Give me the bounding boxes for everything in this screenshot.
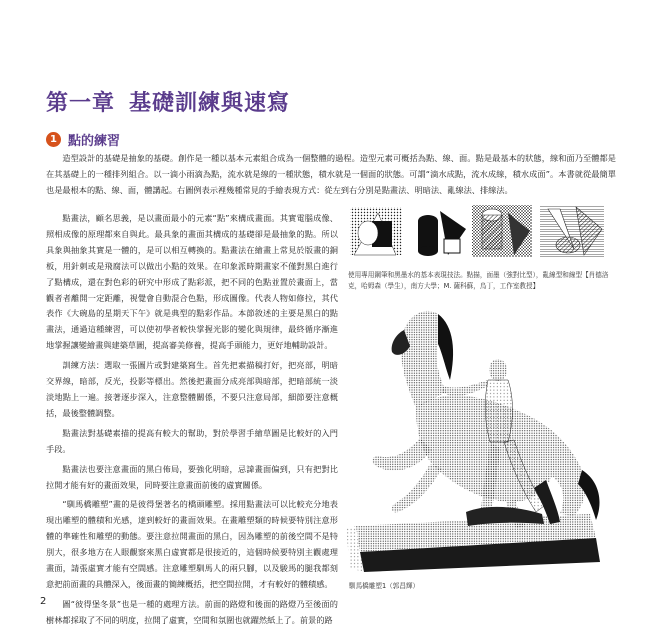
body-text-column (46, 211, 338, 629)
section-heading (46, 130, 120, 149)
scribble-sample (472, 205, 532, 257)
chapter-title (46, 86, 290, 117)
hatching-sample (540, 205, 604, 257)
page-number: 2 (40, 596, 47, 607)
body-paragraph: 點畫法對基礎素描的提高有較大的幫助，對於學習手繪草圖是比較好的入門手段。 (46, 427, 338, 454)
section-title: 點的練習 (68, 134, 121, 149)
body-paragraph: 點畫法也要注意畫面的黑白佈局，要強化明暗，忌諱畫面偏到，只有把對比拉開才能有好的畫面效果，同時要注意畫面前後的虛實關係。 (46, 463, 338, 490)
stipple-sample (350, 207, 402, 255)
chapter-number: 第一章 (46, 91, 116, 116)
body-paragraph: 圖“彼得堡冬景”也是一種的處理方法。前面的路燈和後面的路燈乃至後面的樹林都採取了不同的明度，拉開了虛實，空間和氛圍也就躍然紙上了。前景的路 (46, 598, 338, 625)
horse-tamer-statue-illustration (346, 300, 614, 575)
contrast-sample (410, 205, 466, 257)
technique-samples-figure (348, 199, 608, 261)
statue-figure-caption: 馴馬橋雕塑1（郭昌輝） (349, 582, 420, 590)
body-paragraph: 訓練方法：選取一張圖片或對建築寫生。首先把素描稿打好，把亮部，明暗交界線，暗部，反光，投影等標出。然後把畫面分成亮部與暗部，把暗部統一淡淡地點上一遍。接著逐步深入，注意整體關係，不要只注意局部，細節要注意概括，最後整體調整。 (46, 360, 338, 418)
body-paragraph: 點畫法，顧名思義，是以畫面最小的元素“點”來構成畫面。其實電腦成像、照相成像的原理都來自與此。最具象的畫面其構成的基礎卻是最抽象的點。所以具象與抽象其實是一體的，是可以相互轉換的。點畫法在繪畫上常見於版畫的銅板，用針刺或是飛腐法可以做出小點的效果。在印象派時期畫家不僅對黑白進行了點構成，還在對色彩的研究中形成了點彩派，把不同的色點並置於畫面上，當觀者者離開一定距離，視覺會自動混合色點，形成圖像。代表人物如修拉，其代表作《大碗島的星期天下午》就是典型的點彩作品。本節敘述的主要是黑白的點畫法，通過這種練習，可以使初學者較快掌握光影的變化與規律，最終循序漸進地掌握讓變繪畫與建築草圖，提高審美修養，提高手頭能力，更好地輔助設計。 (46, 213, 338, 351)
section-badge: 1 (46, 132, 61, 147)
technique-figure-caption: 使用專用鋼筆和黑墨水的基本表現技法。點描，面墨（強對比型），亂線型和線型【肖德洛克，哈姆森（學生），南方大學；M. 薩科蘇，烏丁，工作室教授】 (348, 271, 609, 290)
chapter-name: 基礎訓練與速寫 (129, 91, 291, 116)
intro-text: 造型設計的基礎是抽象的基礎。創作是一種以基本元素組合成為一個整體的過程。造型元素可概括為點、線、面。點是最基本的狀態，線和面乃至體都是在其基礎上的一種排列組合。以一滴小雨滴為點，流水就是線的一種狀態，積水就是一個面的狀態。可謂“滴水成點，流水成線，積水成面”。本書就從最簡單也是最根本的點、線、面，體講起。右圖例表示裡幾種常見的手繪表現方式：從左到右分別是點畫法、明暗法、亂線法、排線法。 (46, 153, 616, 195)
intro-paragraph (46, 151, 616, 199)
body-paragraph: “馴馬橋雕塑”畫的是彼得堡著名的橋頭雕塑。採用點畫法可以比較充分地表現出雕塑的體積和光感，達到較好的畫面效果。在畫雕塑類的時候要特別注意形體的準確性和雕塑的動態。要注意拉開畫面的黑白，因為雕塑的前後空間不是特別大，很多地方在人眼觀察來黑白虛實都是很接近的，這個時候要特別主觀處理畫面，請張虛實才能有空間感。注意雕塑馴馬人的兩只腳，以及駿馬的腿我都刻意把前面畫的具體深入，後面畫的簡練概括，把空間拉開，才有較好的體積感。 (46, 499, 338, 589)
